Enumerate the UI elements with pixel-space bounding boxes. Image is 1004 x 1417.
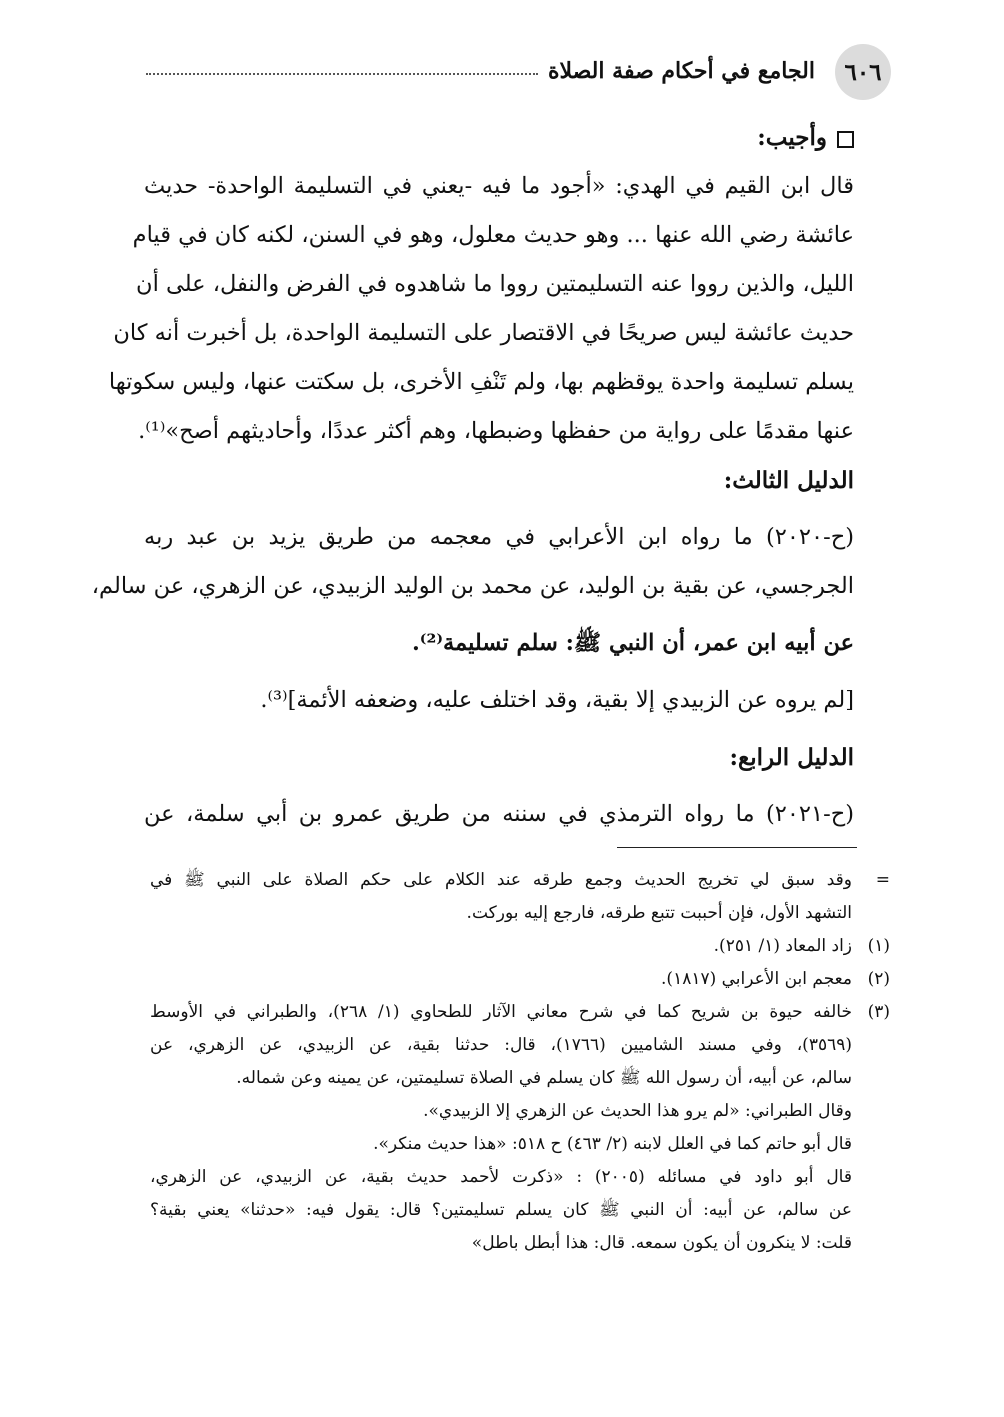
footnote-mark: (١) [867,936,890,956]
text-line: (ح-٢٠٢٠) ما رواه ابن الأعرابي في معجمه من طريق يزيد بن عبد ربه [144,524,854,550]
footnote-line: معجم ابن الأعرابي (١٨١٧). [661,969,852,989]
footnote-line: خالفه حيوة بن شريح كما في شرح معاني الآثار للطحاوي (١/ ٢٦٨)، والطبراني في الأوسط [150,1002,853,1022]
footnote-mark: (٣) [867,1002,890,1022]
grading-note: [لم يروه عن الزبيدي إلا بقية، وقد اختلف عليه، وضعفه الأئمة]⁽³⁾. [260,687,854,713]
footnote-1 [150,930,890,963]
footnote-line: وقد سبق لي تخريج الحديث وجمع طرقه عند الكلام على حكم الصلاة على النبي ﷺ في [150,870,852,890]
footnote-line: عن سالم، عن أبيه: أن النبي ﷺ كان يسلم تسليمتين؟ قال: يقول فيه: «حدثنا» يعني بقية؟ [150,1200,852,1220]
footnotes [150,864,890,1260]
footnote-line: قال أبو داود في مسائله (٢٠٠٥) : «ذكرت لأحمد حديث بقية، عن الزبيدي، عن الزهري، [150,1167,852,1187]
text-line: قال ابن القيم في الهدي: «أجود ما فيه -يعني في التسليمة الواحدة- حديث [144,173,854,199]
spacer [144,725,854,733]
footnote-line: قلت: لا ينكرون أن يكون سمعه. قال: هذا أبطل باطل» [471,1233,852,1253]
spacer [144,505,854,513]
text-line: (ح-٢٠٢١) ما رواه الترمذي في سننه من طريق عمرو بن أبي سلمة، عن [144,801,854,827]
footnote-body [150,996,852,1260]
square-bullet-icon [837,131,854,148]
text-line: الليل، والذين رووا عنه التسليمتين رووا ما شاهدوه في الفرض والنفل، على أن [136,271,854,297]
footnote-separator [617,847,857,848]
hadith-text: عن أبيه ابن عمر، أن النبي ﷺ: سلم تسليمة⁽²⁾. [411,630,854,656]
text-line: حديث عائشة ليس صريحًا في الاقتصار على التسليمة الواحدة، بل أخبرت أنه كان [113,320,854,346]
text-line: عنها مقدمًا على رواية من حفظها وضبطها، وهم أكثر عددًا، وأحاديثهم أصح»⁽¹⁾. [138,418,854,444]
footnote-2 [150,963,890,996]
footnote-body [150,930,852,963]
footnote-mark: (٢) [867,969,890,989]
section-heading-fourth-evidence: الدليل الرابع: [729,744,854,771]
footnote-continued [150,864,890,930]
footnote-mark: = [875,870,890,890]
footnote-line: التشهد الأول، فإن أحببت تتبع طرقه، فارجع إليه بوركت. [466,903,852,923]
spacer [144,668,854,676]
footnote-line: (٣٥٦٩)، وفي مسند الشاميين (١٧٦٦)، قال: حدثنا بقية، عن الزبيدي، عن الزهري، عن [150,1035,852,1055]
footnote-body [150,963,852,996]
book-title: الجامع في أحكام صفة الصلاة [547,58,815,84]
footnote-3 [150,996,890,1260]
header-dotted-leader [146,73,538,75]
answer-heading-text: وأجيب: [757,124,827,151]
page-number: ٦٠٦ [835,44,891,100]
answer-heading [144,113,854,162]
text-line: يسلم تسليمة واحدة يوقظهم بها، ولم تَنْفِ الأخرى، بل سكتت عنها، وليس سكوتها [108,369,854,395]
running-header [146,44,891,102]
text-line: عائشة رضي الله عنها ... وهو حديث معلول، وهو في السنن، لكنه كان في قيام [132,222,854,248]
footnote-line: سالم، عن أبيه، أن رسول الله ﷺ كان يسلم في الصلاة تسليمتين، عن يمينه وعن شماله. [236,1068,852,1088]
spacer [144,782,854,790]
footnote-line: وقال الطبراني: «لم يرو هذا الحديث عن الزهري إلا الزبيدي». [423,1101,852,1121]
paragraph-ibn-qayyim [108,162,854,456]
section-heading-third-evidence: الدليل الثالث: [723,467,854,494]
footnote-line: زاد المعاد (١/ ٢٥١). [713,936,852,956]
paragraph-hadith-2020 [91,513,854,611]
text-line: الجرجسي، عن بقية بن الوليد، عن محمد بن الوليد الزبيدي، عن الزهري، عن سالم، [91,573,854,599]
footnote-line: قال أبو حاتم كما في العلل لابنه (٢/ ٤٦٣) ح ٥١٨: «هذا حديث منكر». [373,1134,852,1154]
spacer [144,611,854,619]
main-text [91,113,854,839]
header-title-row [146,54,825,88]
footnote-body [150,864,852,930]
